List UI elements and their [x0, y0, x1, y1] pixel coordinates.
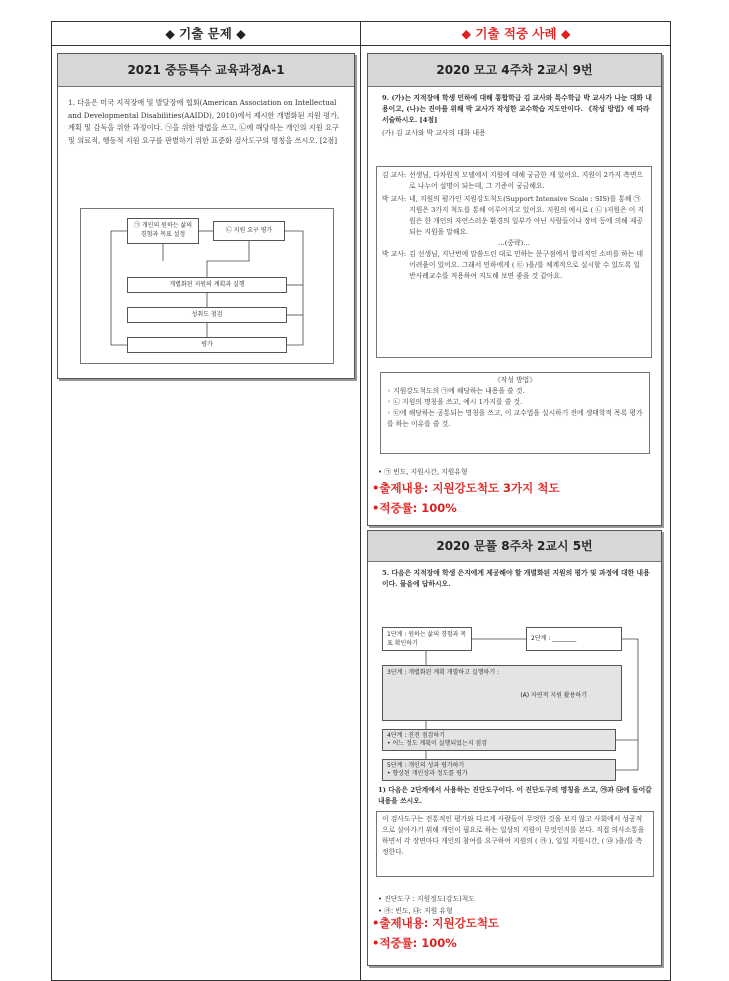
case2-panel: [367, 530, 662, 966]
method-title: 《작성 방법》: [493, 376, 537, 384]
dialog-speaker: 김 교사:: [382, 171, 407, 179]
flow-box-goal: ㉠ 개인의 원하는 삶의 경험과 목표 설정: [127, 218, 199, 244]
case1-method-box: [380, 372, 650, 454]
dialog-text: 선생님, 다차원적 모델에서 지원에 대해 궁금한 게 있어요. 지원이 2가지 측면으로 나누어 설명이 되는데, 그 기준이 궁금해요.: [409, 171, 643, 190]
case2-question: 5. 다음은 지적장애 학생 은지에게 제공해야 할 개별화된 지원의 평가 및 과정에 대한 내용이다. 물음에 답하시오.: [382, 569, 650, 588]
flow-box-check: 성취도 점검: [127, 307, 287, 323]
case1-rate-label: •적중률: 100%: [372, 501, 457, 515]
left-panel: [57, 53, 355, 379]
column-divider: [360, 21, 361, 981]
case1-dialog-box: [376, 166, 652, 358]
dialog-line: [382, 194, 646, 238]
case2-flow-arrows: [376, 615, 654, 783]
case2-answer1: • 진단도구 : 지원정도(강도)척도: [378, 895, 475, 903]
case1-answer: • ㉠ 빈도, 지원시간, 지원유형: [378, 468, 468, 476]
step2-box: 2단계 : ________: [526, 627, 622, 651]
flow-box-needs: ㉡ 지원 요구 평가: [213, 221, 285, 241]
method-item: ◦ ㉢에 해당하는 공통되는 명칭을 쓰고, 이 교수법을 실시하기 전에 생태학적 목록 평가를 하는 이유를 쓸 것.: [387, 409, 643, 428]
dialog-speaker: 박 교사:: [382, 195, 407, 203]
case2-rate-label: •적중률: 100%: [372, 936, 457, 950]
case2-answer2: • ㉮: 빈도, ㉯: 지원 유형: [378, 907, 453, 915]
case2-subquestion: 1) 다음은 2단계에서 사용하는 진단도구이다. 이 진단도구의 명칭을 쓰고, ㉮과 ㉯에 들어갈 내용을 쓰시오.: [378, 786, 652, 805]
header-divider: [51, 45, 671, 46]
case1-question: 9. (가)는 지적장애 학생 민하에 대해 통합학급 김 교사와 특수학급 박 교사가 나눈 대화 내용이고, (나)는 진아를 위해 박 교사가 작성한 교수학습 지도안이다. 《작성 방법》에 따라 서술하시오. [4점]: [382, 94, 652, 124]
case2-flow: [376, 615, 654, 783]
case1-subtitle: (가) 김 교사와 박 교사의 대화 내용: [382, 129, 486, 137]
step1-box: 1단계 : 원하는 삶의 경험과 목표 확인하기: [382, 627, 472, 651]
flow-box-plan: 개별화된 지원의 계획과 실행: [127, 277, 287, 293]
flow-box-eval: 평가: [127, 337, 287, 353]
case2-text-box: 이 검사도구는 전통적인 평가와 다르게 사람들이 무엇한 것을 보지 않고 사회에서 성공적으로 살아가기 위해 개인이 필요로 하는 일상의 지원이 무엇인지를 본다. 직접 의사소통을 하면서 각 장면마다 개인의 참여를 요구하여 지원의 ( ㉮ ), 일일 지원시간, ( ㉯ )을/를 측정한다.: [376, 811, 654, 877]
step3-label: 3단계 : 개별화된 계획 개발하고 실행하기 :: [387, 669, 500, 676]
dialog-omission: [382, 238, 646, 249]
case1-panel: [367, 53, 662, 526]
dialog-text: …(중략)…: [497, 239, 531, 247]
left-flow-diagram: [80, 208, 334, 364]
method-item: ◦ ㉡ 지원의 명칭을 쓰고, 예시 1가지를 쓸 것.: [387, 398, 523, 406]
right-header: ◆ 기출 적중 사례 ◆: [461, 26, 571, 41]
step3-sub: (A) 자연적 지원 활용하기: [520, 692, 587, 699]
step4-label: 4단계 : 진전 점검하기: [387, 732, 445, 739]
left-question-text: 1. 다음은 미국 지적장애 및 발달장애 협회(American Association on Intellectual and Developmental Disabilities(AAIDD), 2010)에서 제시한 개별화된 지원 평가, 계획 및 감독을 위한 과정이다. ㉠을 위한 방법을 쓰고, ㉡에 해당하는 개인의 지원 요구 및 의료적, 행동적 지원 요구를 판별하기 위한 표준화 검사도구의 명칭을 쓰시오. [2점]: [68, 98, 340, 145]
case1-content-label: •출제내용: 지원강도척도 3가지 척도: [372, 481, 560, 495]
case2-content-label: •출제내용: 지원강도척도: [372, 916, 500, 930]
dialog-speaker: 박 교사:: [382, 250, 407, 258]
step5-sub: • 향상된 개인상과 정도를 평가: [387, 770, 468, 777]
step5-label: 5단계 : 개인의 성과 평가하기: [387, 762, 465, 769]
flow-arrows: [81, 209, 335, 365]
dialog-line: [382, 170, 646, 192]
dialog-text: 네, 지원의 평가인 지원강도척도(Support Intensive Scale : SIS)를 통해 ㉠ 지원은 3가지 척도를 통해 이루어지고 있어요. 지원의 예시로 ( ㉡ )지원은 이 지원은 한 개인의 자연스러운 환경의 일부가 아닌 사람들이나 장비 등에 의해 제공되는 지원을 말해요.: [409, 195, 645, 236]
dialog-line: [382, 249, 646, 282]
dialog-text: 김 선생님, 지난번에 말씀드린 대로 민하는 문구점에서 합리적인 소비를 하는 데 어려움이 있어요. 그래서 민하에게 ( ㉢ )을/를 체계적으로 실시할 수 있도록 일반사례교수를 적용하여 지도해 보면 좋을 것 같아요.: [409, 250, 644, 280]
case1-title: 2020 모고 4주차 2교시 9번: [368, 54, 661, 87]
left-panel-title: 2021 중등특수 교육과정A-1: [58, 54, 354, 87]
step4-sub: • 어느 정도 계획이 실행되었는지 점검: [387, 740, 488, 747]
left-header: ◆ 기출 문제 ◆: [165, 26, 246, 41]
case2-title: 2020 문풀 8주차 2교시 5번: [368, 531, 661, 562]
method-item: ◦ 지원강도척도의 ㉠에 해당하는 내용을 쓸 것.: [387, 387, 525, 395]
